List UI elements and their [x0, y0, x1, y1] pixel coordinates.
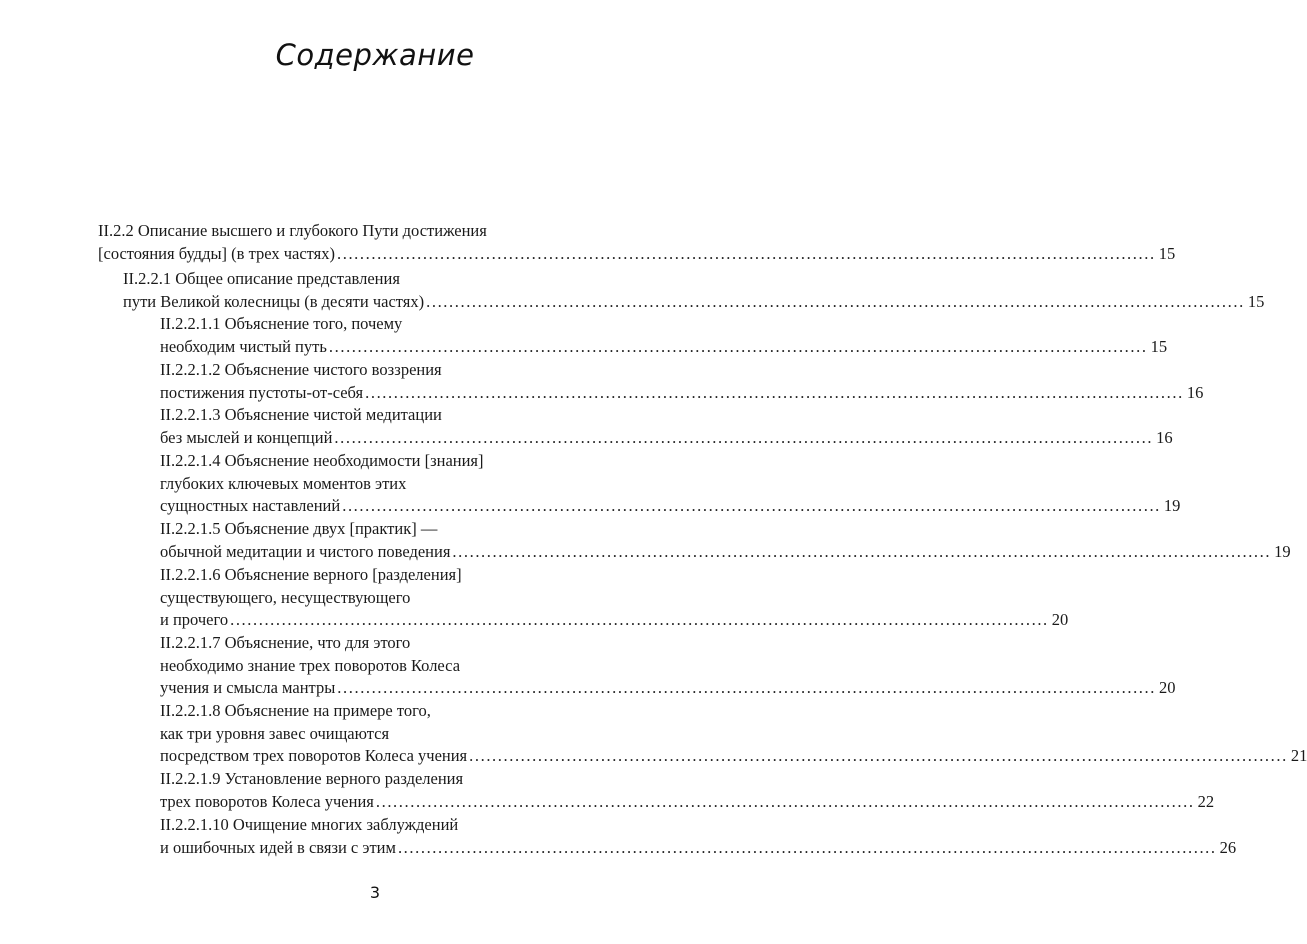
- toc-entry-text: II.2.2.1.6 Объяснение верного [разделения]: [160, 565, 462, 584]
- toc-entry-text: и прочего: [160, 610, 229, 630]
- toc-entry-text: необходим чистый путь: [160, 336, 327, 356]
- toc-entry-text: учения и смысла мантры: [160, 678, 336, 698]
- toc-page-number: 21: [1290, 746, 1307, 766]
- toc-entry-text: II.2.2 Описание высшего и глубокого Пути достижения: [98, 221, 487, 240]
- toc-entry-text: посредством трех поворотов Колеса учения: [160, 746, 468, 766]
- toc-leader-dots: ...............................................................................................................................................: [375, 791, 1195, 811]
- toc-leader-dots: ...............................................................................................................................................: [334, 427, 1154, 447]
- toc-page-number: 26: [1219, 837, 1237, 857]
- toc-leader-dots: ...............................................................................................................................................: [469, 746, 1288, 766]
- toc-entry-text: II.2.2.1.2 Объяснение чистого воззрения: [160, 360, 442, 379]
- toc-entry-text: II.2.2.1.1 Объяснение того, почему: [160, 314, 403, 333]
- toc-entry-text: II.2.2.1.10 Очищение многих заблуждений: [160, 815, 459, 834]
- toc-entry-text: II.2.2.1.8 Объяснение на примере того,: [160, 701, 431, 720]
- toc-leader-dots: ...............................................................................................................................................: [337, 243, 1156, 263]
- toc-leader-dots: ...............................................................................................................................................: [452, 541, 1272, 561]
- toc-page-number: 15: [1158, 243, 1176, 263]
- toc-page-number: 19: [1274, 541, 1291, 561]
- toc-page-number: 22: [1197, 791, 1215, 811]
- toc-page-number: 15: [1247, 291, 1265, 311]
- toc-entry-text: II.2.2.1.4 Объяснение необходимости [знания]: [160, 451, 484, 470]
- toc-leader-dots: ...............................................................................................................................................: [337, 678, 1156, 698]
- toc-entry-text: необходимо знание трех поворотов Колеса: [160, 655, 461, 675]
- toc-entry-text: II.2.2.1.3 Объяснение чистой медитации: [160, 405, 442, 424]
- toc-leader-dots: ...............................................................................................................................................: [365, 382, 1184, 402]
- toc-entry-text: глубоких ключевых моментов этих: [160, 473, 407, 493]
- toc-leader-dots: ...............................................................................................................................................: [397, 837, 1217, 857]
- toc-leader-dots: ...............................................................................................................................................: [328, 336, 1148, 356]
- toc-page-number: 16: [1186, 382, 1204, 402]
- toc-entry-text: постижения пустоты-от-себя: [160, 382, 364, 402]
- toc-leader-dots: ...............................................................................................................................................: [426, 291, 1245, 311]
- toc-entry-text: сущностных наставлений: [160, 496, 341, 516]
- toc-leader-dots: ...............................................................................................................................................: [342, 496, 1161, 516]
- toc-page-number: 19: [1163, 496, 1181, 516]
- toc-entry-text: трех поворотов Колеса учения: [160, 791, 374, 811]
- toc-entry-text: [состояния будды] (в трех частях): [98, 243, 335, 263]
- toc-entry-text: II.2.2.1.9 Установление верного разделения: [160, 769, 464, 788]
- page-number: 3: [369, 883, 381, 902]
- toc-entry-text: существующего, несуществующего: [160, 587, 411, 607]
- page-title: Содержание: [275, 38, 475, 72]
- toc-entry-text: как три уровня завес очищаются: [160, 723, 390, 743]
- toc-entry-text: обычной медитации и чистого поведения: [160, 541, 451, 561]
- toc-page-number: 20: [1158, 678, 1176, 698]
- toc-entry-text: II.2.2.1.7 Объяснение, что для этого: [160, 633, 411, 652]
- toc-leader-dots: ...............................................................................................................................................: [230, 610, 1049, 630]
- toc-page-number: 20: [1051, 610, 1069, 630]
- toc-entry-text: II.2.2.1 Общее описание представления: [123, 269, 400, 288]
- toc-entry-text: пути Великой колесницы (в десяти частях): [123, 291, 425, 311]
- toc-entry-text: без мыслей и концепций: [160, 427, 333, 447]
- toc-page-number: 15: [1150, 336, 1168, 356]
- toc-page-number: 16: [1156, 427, 1173, 447]
- toc-entry-text: и ошибочных идей в связи с этим: [160, 837, 396, 857]
- toc-entry-text: II.2.2.1.5 Объяснение двух [практик] —: [160, 519, 438, 538]
